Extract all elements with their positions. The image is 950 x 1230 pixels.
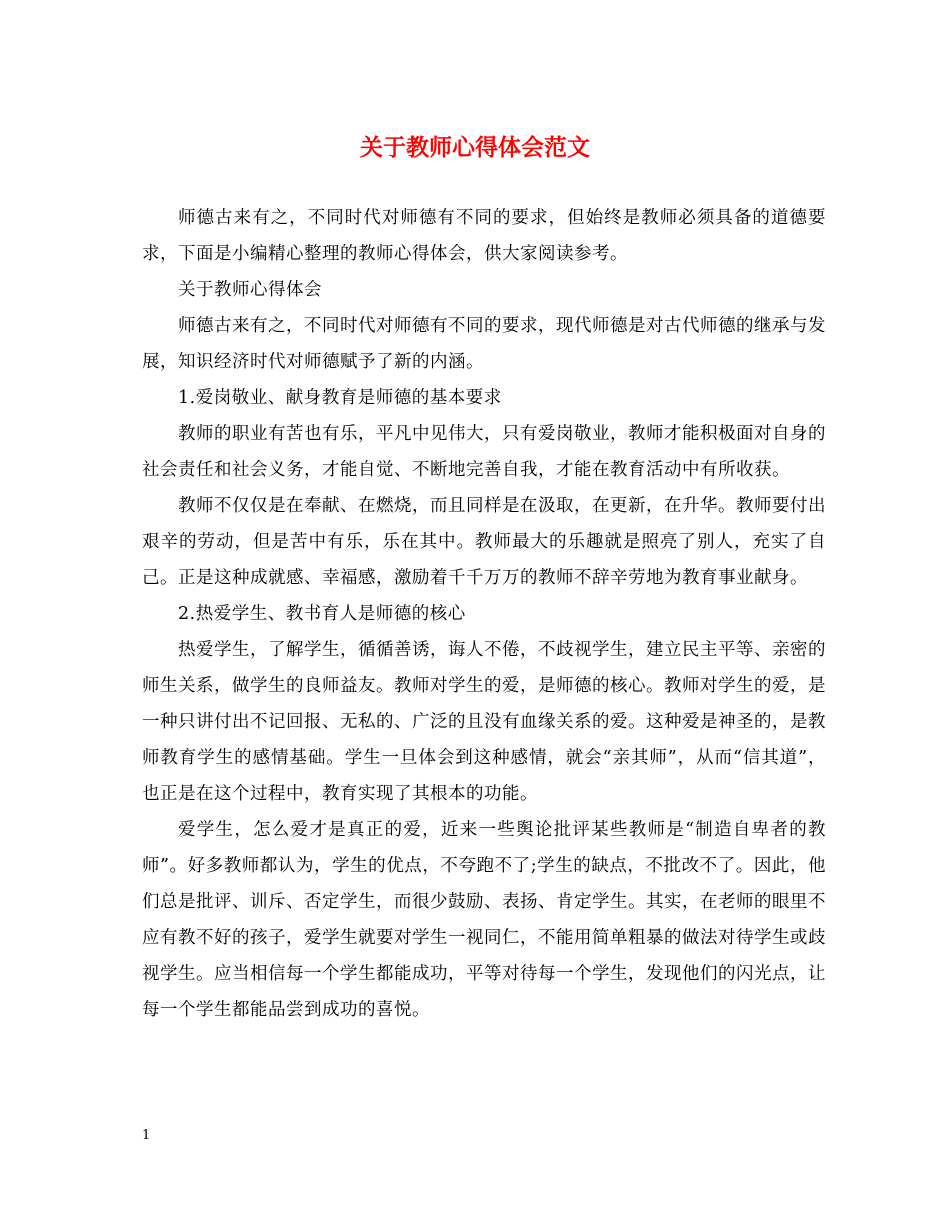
paragraph-subtitle: 关于教师心得体会 — [178, 280, 322, 300]
paragraph-section2-b: 爱学生，怎么爱才是真正的爱，近来一些舆论批评某些教师是“制造自卑者的教师”。好多教师都认为，学生的优点，不夸跑不了;学生的缺点，不批改不了。因此，他们总是批评、训斥、否定学生，而很少鼓励、表扬、肯定学生。其实，在老师的眼里不应有教不好的孩子，爱学生就要对学生一视同仁，不能用简单粗暴的做法对待学生或歧视学生。应当相信每一个学生都能成功，平等对待每一个学生，发现他们的闪光点，让每一个学生都能品尝到成功的喜悦。 — [142, 820, 826, 1020]
document-body — [142, 200, 826, 1028]
paragraph-intro: 师德古来有之，不同时代对师德有不同的要求，但始终是教师必须具备的道德要求，下面是小编精心整理的教师心得体会，供大家阅读参考。 — [142, 208, 826, 264]
paragraph-section2-a: 热爱学生，了解学生，循循善诱，诲人不倦，不歧视学生，建立民主平等、亲密的师生关系，做学生的良师益友。教师对学生的爱，是师德的核心。教师对学生的爱，是一种只讲付出不记回报、无私的、广泛的且没有血缘关系的爱。这种爱是神圣的，是教师教育学生的感情基础。学生一旦体会到这种感情，就会“亲其师”，从而“信其道”，也正是在这个过程中，教育实现了其根本的功能。 — [142, 640, 826, 804]
section-heading-1: 1.爱岗敬业、献身教育是师德的基本要求 — [178, 388, 502, 408]
paragraph-section1-a: 教师的职业有苦也有乐，平凡中见伟大，只有爱岗敬业，教师才能积极面对自身的社会责任和社会义务，才能自觉、不断地完善自我，才能在教育活动中有所收获。 — [142, 424, 826, 480]
document-title: 关于教师心得体会范文 — [360, 134, 590, 161]
paragraph-section1-b: 教师不仅仅是在奉献、在燃烧，而且同样是在汲取，在更新，在升华。教师要付出艰辛的劳动，但是苦中有乐，乐在其中。教师最大的乐趣就是照亮了别人，充实了自己。正是这种成就感、幸福感，激励着千千万万的教师不辞辛劳地为教育事业献身。 — [142, 496, 826, 588]
section-heading-2: 2.热爱学生、教书育人是师德的核心 — [178, 604, 466, 624]
paragraph-overview: 师德古来有之，不同时代对师德有不同的要求，现代师德是对古代师德的继承与发展，知识经济时代对师德赋予了新的内涵。 — [142, 316, 826, 372]
page-number: 1 — [142, 1128, 151, 1143]
